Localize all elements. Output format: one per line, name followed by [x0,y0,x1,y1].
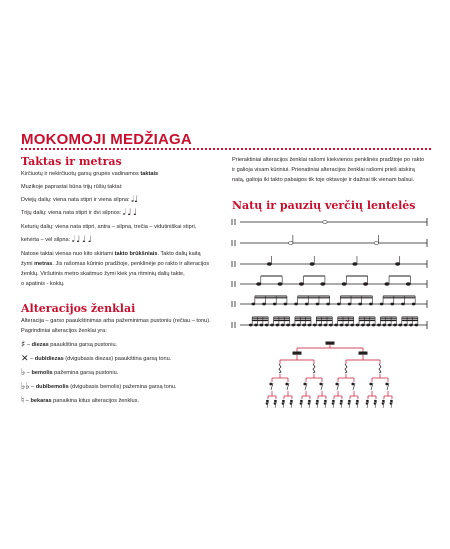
text: paaukština garsą pustoniu. [48,342,118,348]
half-note-icon: 𝅗𝅥 [131,195,134,205]
note-head [267,263,271,266]
note-head [323,221,327,224]
note-head [335,324,338,326]
sixteenth-rest [341,400,342,401]
note-head [256,283,260,286]
note-head [369,303,372,305]
note-head [415,324,418,326]
note-head [278,283,282,286]
eighth-rest [320,383,322,385]
flat-icon: ♭ [21,368,26,378]
note-head [374,242,378,245]
text: Natose taktai vienas nuo kito skiriami [21,251,115,257]
note-head [270,324,273,326]
note-head [294,303,297,305]
note-head [276,324,279,326]
term-bekaras: bekaras [30,398,52,404]
term-taktai: taktais [140,171,159,177]
rest-values-tree [266,342,393,408]
section-title-taktas: Taktas ir metras [21,155,122,168]
note-head [393,324,396,326]
natural-icon: ♮ [21,396,25,406]
eighth-rest [352,383,354,385]
text-line: Muzikoje paprastai būna trijų rūšių taktai: [21,184,123,190]
note-head [401,303,404,305]
sixteenth-rest [348,403,349,404]
page-title: MOKOMOJI MEDŽIAGA [21,131,192,148]
text-line: natą, galioja iki takto pabaigos tik toje oktavoje ir dažnai tik vienam balsui. [232,177,415,183]
note-head [356,324,359,326]
term-takto-bruksniai: takto brūkšniais [114,251,158,257]
double-flat-icon: ♭♭ [21,382,30,392]
note-head [292,324,295,326]
note-head [286,324,289,326]
note-head [262,303,265,305]
sixteenth-rest [324,403,325,404]
sixteenth-rest [308,403,309,404]
note-head [380,303,383,305]
note-head [351,324,354,326]
note-head [399,324,402,326]
section-title-alteracijos: Alteracijos ženklai [21,302,136,315]
sixteenth-rest [333,400,334,401]
note-head [305,303,308,305]
note-head [391,303,394,305]
sixteenth-rest [300,403,301,404]
text-line: ir galioja visam kūriniui. Prienatiniai alteracijos ženklai rašomi prieš atskirą [232,167,415,173]
half-rest [293,352,301,354]
quarter-rest [345,364,347,373]
sixteenth-rest [366,403,367,404]
sixteenth-rest [367,400,368,401]
note-head [329,324,332,326]
note-head [377,324,380,326]
text: – [25,342,32,348]
quarter-note-icon: ♩ [81,235,87,245]
text: (dvigubasis diezas) paaukština garsą tonu. [63,356,172,362]
note-head [327,303,330,305]
sixteenth-rest [282,403,283,404]
half-note-icon: 𝅗𝅥 [71,235,75,245]
text-line: o apatinis - kokių. [21,281,65,287]
note-head [359,303,362,305]
sixteenth-rest [356,403,357,404]
quarter-rest [313,364,315,373]
note-head [299,283,303,286]
note-head [383,324,386,326]
quarter-note-icon: ♩ [76,235,81,245]
note-head [337,303,340,305]
note-head [409,324,412,326]
note-head [321,283,325,286]
note-head [404,324,407,326]
text-line: Pagrindiniai alteracijos ženklai yra: [21,328,107,334]
note-head [324,324,327,326]
note-head [254,324,257,326]
text: – [25,370,32,376]
note-head [281,324,284,326]
sixteenth-rest [283,400,284,401]
text: Dviejų dalių: viena nata stipri ir viena silpna: [21,197,130,203]
text-line: Keturių dalių: viena nata stipri, antra – silpna, trečia – vidutiniškai stipri, [21,224,197,230]
sixteenth-rest [382,403,383,404]
eighth-rest [370,383,372,385]
note-head [297,324,300,326]
note-head [340,324,343,326]
term-diezas: diezas [31,342,49,348]
eighth-rest [286,383,288,385]
sixteenth-rest [374,403,375,404]
sixteenth-rest [274,403,275,404]
sixteenth-rest [301,400,302,401]
sixteenth-rest [375,400,376,401]
note-head [412,303,415,305]
note-head [363,283,367,286]
note-head [361,324,364,326]
note-head [308,324,311,326]
term-dubldiezas: dubldiezas [34,356,64,362]
text-line: ženklų. Viršutinis metro skaitmuo žymi kiek yra ritminių dalių takte, [21,271,185,277]
text: (dvigubasis bemolis) pažemina garsą tonu. [68,384,177,390]
sixteenth-rest [290,403,291,404]
eighth-rest [270,383,272,385]
text: Trijų dalių: viena nata stipri ir dvi silpnos: [21,210,122,216]
sixteenth-rest [340,403,341,404]
sixteenth-rest [317,400,318,401]
note-head [265,324,268,326]
sixteenth-rest [266,403,267,404]
note-head [252,303,255,305]
eighth-rest [336,383,338,385]
text: panaikina kitus alteracijos ženklus. [51,398,139,404]
text: ketvirta – vėl silpna: [21,237,71,243]
note-head [319,324,322,326]
note-head [385,283,389,286]
quarter-note-icon: ♩ [133,195,139,205]
note-head [289,242,293,245]
term-bemolis: bemolis [31,370,53,376]
note-head [353,263,357,266]
text: pažemina garsą pustoniu. [52,370,119,376]
sixteenth-rest [309,400,310,401]
quarter-note-icon: ♩ [127,208,132,218]
note-head [249,324,252,326]
note-head [342,283,346,286]
sixteenth-rest [332,403,333,404]
sixteenth-rest [383,400,384,401]
sixteenth-rest [316,403,317,404]
note-value-rows [232,218,427,329]
sixteenth-rest [349,400,350,401]
text: – [28,356,35,362]
text: . Jis rašomas kūrinio pradžioje, penklinėje po rakto ir alteracijos [52,261,210,267]
note-head [316,303,319,305]
text-line: Alteracija – garso paaukštinimas arba pažeminimas pustoniu (rečiau – tonu). [21,318,211,324]
note-head [310,263,314,266]
quarter-note-icon: ♩ [133,208,138,218]
text: . Takto dalių kaitą [157,251,201,257]
note-head [372,324,375,326]
sixteenth-rest [357,400,358,401]
note-head [367,324,370,326]
sixteenth-rest [291,400,292,401]
quarter-rest [379,364,381,373]
note-head [345,324,348,326]
section-title-verciu-lenteles: Natų ir pauzių verčių lentelės [232,199,416,212]
note-head [395,263,399,266]
text-line: Prieraktiniai alteracijos ženklai rašomi kiekvienos penklinės pradžioje po rakto [232,157,425,163]
text: Kirčiuotų ir nekirčiuotų garsų grupės vadinamos [21,171,141,177]
whole-rest [326,342,334,344]
note-head [348,303,351,305]
term-dublbemolis: dublbemolis [35,384,69,390]
eighth-rest [304,383,306,385]
note-head [388,324,391,326]
half-note-icon: 𝅗𝅥 [122,208,126,218]
text: – [29,384,36,390]
text: žymi [21,261,35,267]
note-head [313,324,316,326]
note-head [260,324,263,326]
sixteenth-rest [267,400,268,401]
text: – [24,398,31,404]
sixteenth-rest [275,400,276,401]
sharp-icon: ♯ [21,340,26,350]
quarter-rest [279,364,281,373]
note-head [303,324,306,326]
note-head [284,303,287,305]
note-head [406,283,410,286]
sixteenth-rest [391,400,392,401]
note-head [273,303,276,305]
sixteenth-rest [390,403,391,404]
term-metras: metras [34,261,53,267]
quarter-note-icon: ♩ [87,235,92,245]
half-rest [359,352,367,354]
eighth-rest [386,383,388,385]
double-sharp-icon: ✕ [21,354,29,364]
sixteenth-rest [325,400,326,401]
